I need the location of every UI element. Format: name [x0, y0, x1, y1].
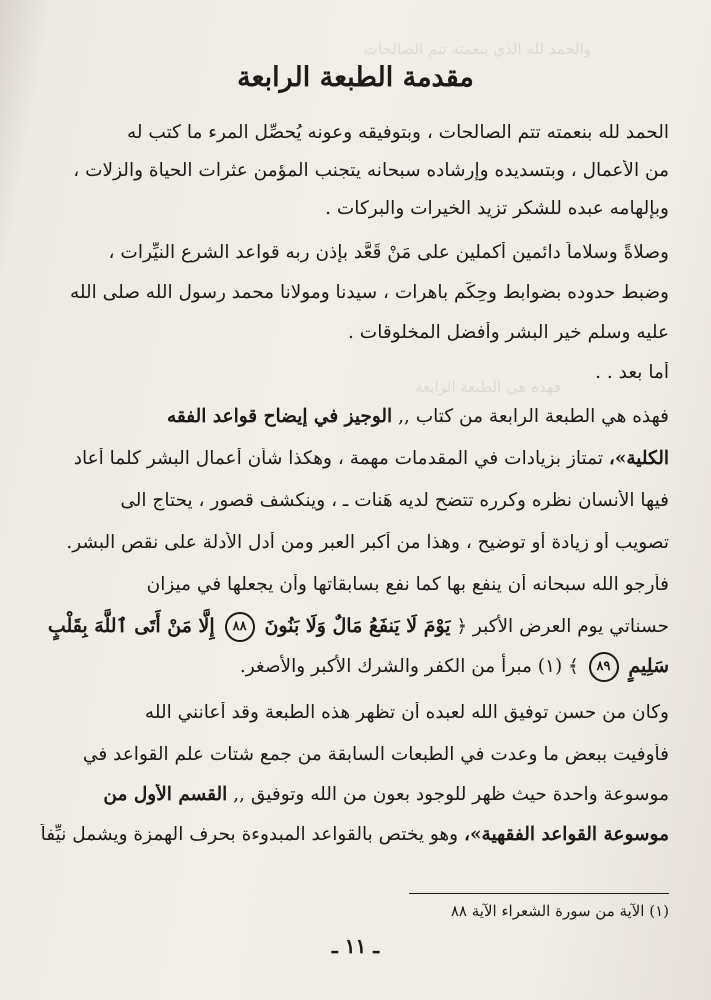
paragraph-line: فيها الأنسان نظره وكرره تتضح لديه هَنات ـ ، وينكشف قصور ، يحتاج الى	[120, 490, 669, 511]
quran-verse: يَوْمَ لَا يَنفَعُ مَالٌ وَلَا بَنُونَ	[264, 615, 451, 637]
quran-line	[38, 652, 669, 682]
quran-line	[38, 612, 669, 642]
paragraph-line	[38, 824, 669, 845]
page-number: ـ ١١ ـ	[331, 934, 380, 958]
paragraph-line	[38, 448, 669, 469]
paragraph-line: أما بعد . .	[595, 362, 669, 383]
show-through-text: فهذه هي الطبعة الرابعة	[414, 378, 561, 396]
book-title: الوجيز في إيضاح قواعد الفقه	[166, 406, 393, 427]
section-title-cont: موسوعة القواعد الفقهية»،	[464, 824, 669, 845]
paragraph-line: وصلاةً وسلاماً دائمين أكملين على مَنْ قَعَّد بإذن ربه قواعد الشرع النيِّرات ،	[108, 242, 669, 263]
quran-verse: إِلَّا مَنْ أَتَى ٱللَّهَ بِقَلْبٍ	[47, 615, 215, 637]
line-text: حسناتي يوم العرض الأكبر	[472, 616, 669, 637]
paragraph-line: من الأعمال ، وبتسديده وإرشاده سبحانه يتجنب المؤمن عثرات الحياة والزلات ،	[73, 160, 669, 181]
paragraph-line: وضبط حدوده بضوابط وحِكَم باهرات ، سيدنا ومولانا محمد رسول الله صلى الله	[69, 282, 669, 303]
paragraph-line: تصويب أو زيادة أو توضيح ، وهذا من أكبر العبر ومن أدل الأدلة على نقص البشر.	[66, 532, 669, 553]
book-title-cont: الكلية»،	[608, 448, 669, 469]
section-title: القسم الأول من	[103, 784, 228, 805]
ayah-number-marker: ٨٨	[225, 612, 255, 642]
line-text: تمتاز بزيادات في المقدمات مهمة ، وهكذا شأن أعمال البشر كلما أعاد	[73, 448, 609, 469]
paragraph-line: عليه وسلم خير البشر وأفضل المخلوقات .	[348, 322, 669, 343]
paragraph-line	[38, 406, 669, 427]
paragraph-line: الحمد لله بنعمته تتم الصالحات ، وبتوفيقه وعونه يُحصِّل المرء ما كتب له	[126, 122, 669, 143]
paragraph-line: فأرجو الله سبحانه أن ينفع بها كما نفع بسابقاتها وأن يجعلها في ميزان	[146, 574, 669, 595]
quran-verse: سَلِيمٍ	[628, 655, 669, 677]
footnote: (١) الآية من سورة الشعراء الآية ٨٨	[450, 902, 669, 920]
paragraph-line	[38, 784, 669, 805]
show-through-text: والحمد لله الذي بنعمته تتم الصالحات	[363, 40, 591, 58]
close-bracket: ﴾	[568, 656, 579, 677]
line-text: موسوعة واحدة حيث ظهر للوجود بعون من الله وتوفيق ,,	[227, 784, 669, 805]
page-title: مقدمة الطبعة الرابعة	[237, 62, 474, 93]
footnote-divider	[409, 893, 669, 894]
open-bracket: ﴿	[456, 616, 468, 637]
line-text: فهذه هي الطبعة الرابعة من كتاب ,,	[392, 406, 669, 427]
line-text: (١) مبرأ من الكفر والشرك الأكبر والأصغر.	[239, 656, 563, 677]
paragraph-line: فأوفيت ببعض ما وعدت في الطبعات السابقة من جمع شتات علم القواعد في	[82, 744, 669, 765]
paragraph-line: وكان من حسن توفيق الله لعبده أن تظهر هذه الطبعة وقد أعانني الله	[144, 702, 669, 723]
paragraph-line: وبإلهامه عبده للشكر تزيد الخيرات والبركات .	[325, 198, 669, 219]
line-text: وهو يختص بالقواعد المبدوءة بحرف الهمزة ويشمل نيِّفاً	[40, 824, 464, 845]
ayah-number-marker: ٨٩	[589, 652, 619, 682]
